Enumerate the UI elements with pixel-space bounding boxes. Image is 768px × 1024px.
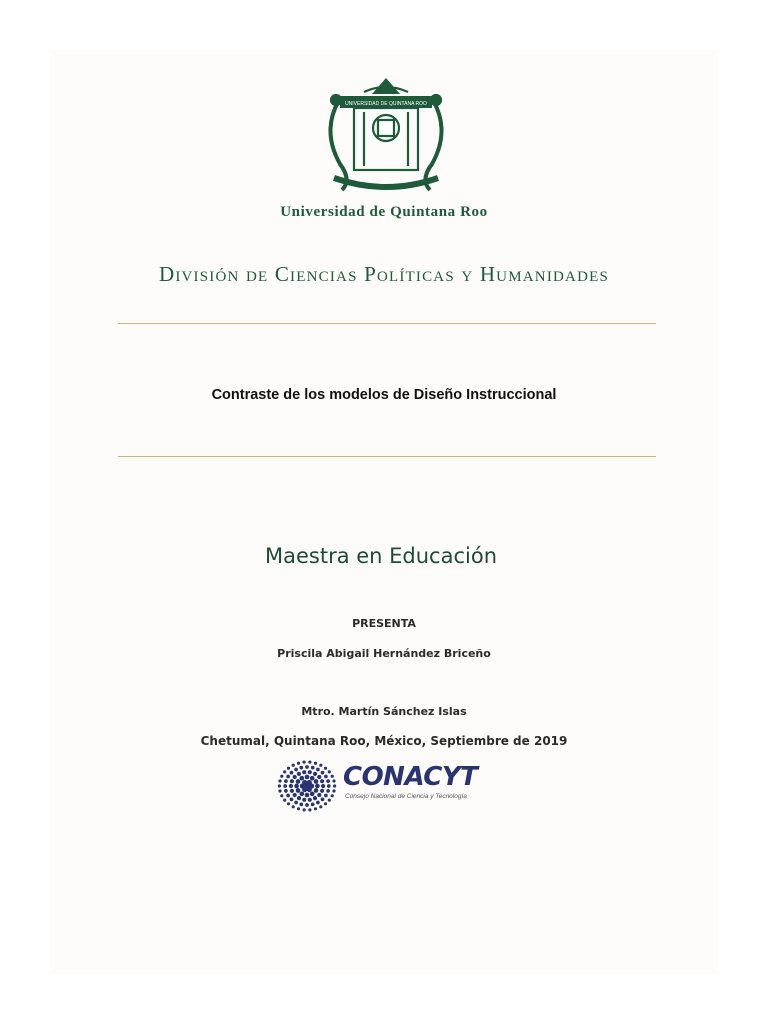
seal-text: UNIVERSIDAD DE QUINTANA ROO [345, 101, 427, 107]
presenta-label: PRESENTA [352, 617, 416, 630]
thesis-title: Contraste de los modelos de Diseño Instruccional [211, 387, 557, 403]
conacyt-full-name: Consejo Nacional de Ciencia y Tecnología [345, 793, 467, 800]
division-name: División de Ciencias Políticas y Humanidades [158, 262, 610, 286]
university-name: Universidad de Quintana Roo [280, 204, 488, 220]
university-seal-icon [312, 72, 460, 200]
conacyt-logo-icon [276, 760, 338, 812]
conacyt-name: CONACYT [343, 762, 478, 792]
degree-name: Maestra en Educación [264, 544, 498, 568]
advisor-name: Mtro. Martín Sánchez Islas [301, 705, 467, 718]
bottom-divider [118, 456, 656, 457]
place-and-date: Chetumal, Quintana Roo, México, Septiembre de 2019 [200, 734, 568, 748]
author-name: Priscila Abigail Hernández Briceño [277, 647, 491, 660]
top-divider [118, 323, 656, 324]
